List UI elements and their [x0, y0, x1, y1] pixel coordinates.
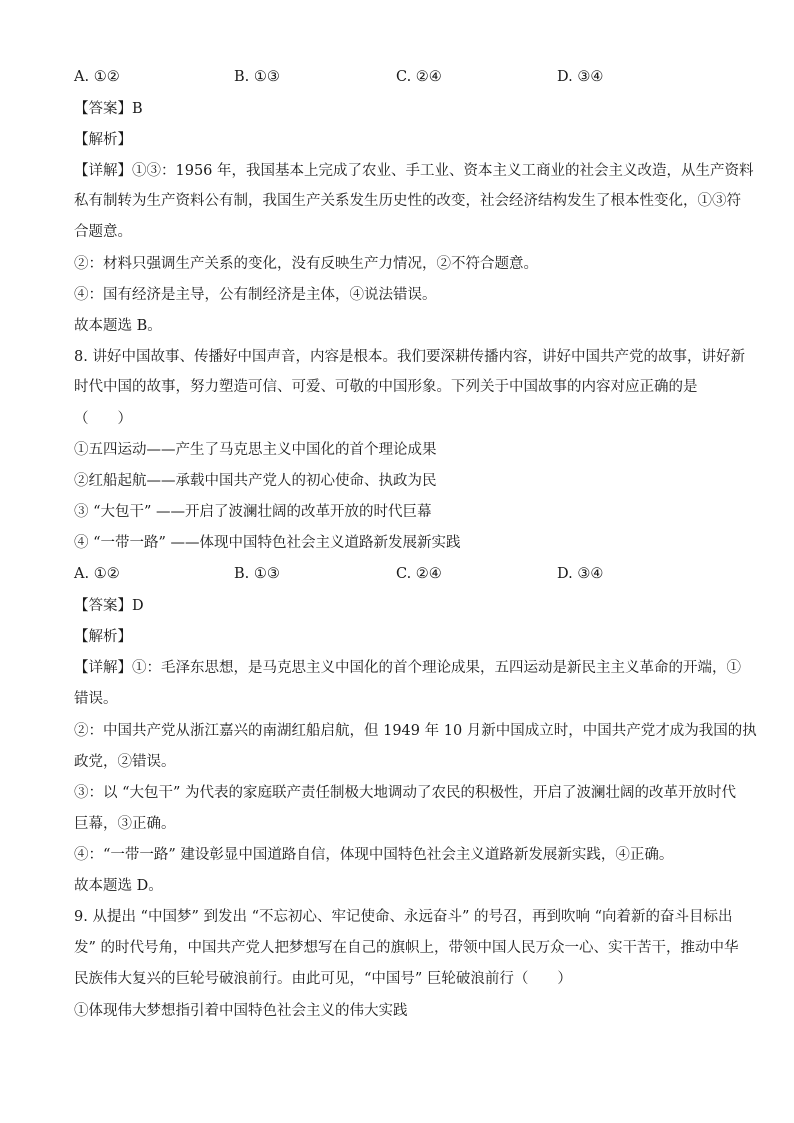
- q7-analysis-label: 【解析】: [74, 132, 132, 148]
- q8-detail-line: 巨幕，③正确。: [74, 816, 176, 832]
- q9-item: ①体现伟大梦想指引着中国特色社会主义的伟大实践: [74, 1003, 408, 1019]
- q8-option-c: C. ②④: [396, 566, 442, 582]
- q9-stem-line: 9. 从提出 “中国梦” 到发出 “不忘初心、牢记使命、永远奋斗” 的号召，再到吹响 “向着新的奋斗目标出: [74, 909, 733, 925]
- q9-stem-line: 发” 的时代号角，中国共产党人把梦想写在自己的旗帜上，带领中国人民万众一心、实干苦干，推动中华: [74, 940, 739, 956]
- q9-stem-line: 民族伟大复兴的巨轮号破浪前行。由此可见，“中国号” 巨轮破浪前行（ ）: [74, 971, 572, 987]
- q8-option-d: D. ③④: [557, 566, 604, 582]
- q7-detail-line: 私有制转为生产资料公有制，我国生产关系发生历史性的改变，社会经济结构发生了根本性变化，①③符: [74, 193, 741, 209]
- q8-option-b: B. ①③: [234, 566, 280, 582]
- q8-item: ③ “大包干” ——开启了波澜壮阔的改革开放的时代巨幕: [74, 504, 432, 520]
- q7-detail-line: 【详解】①③：1956 年，我国基本上完成了农业、手工业、资本主义工商业的社会主义改造，从生产资料: [74, 163, 754, 179]
- q8-detail-line: ④：“一带一路” 建设彰显中国道路自信，体现中国特色社会主义道路新发展新实践，④正确。: [74, 847, 674, 863]
- q7-option-b: B. ①③: [234, 69, 280, 85]
- q7-detail-line: ②：材料只强调生产关系的变化，没有反映生产力情况，②不符合题意。: [74, 256, 538, 272]
- q8-option-a: A. ①②: [74, 566, 120, 582]
- q8-detail-line: 故本题选 D。: [74, 878, 163, 894]
- q7-option-a: A. ①②: [74, 69, 120, 85]
- q8-stem-line: 8. 讲好中国故事、传播好中国声音，内容是根本。我们要深耕传播内容，讲好中国共产党的故事，讲好新: [74, 349, 745, 365]
- q8-analysis-label: 【解析】: [74, 629, 132, 645]
- q8-item: ④ “一带一路” ——体现中国特色社会主义道路新发展新实践: [74, 535, 461, 551]
- q8-item: ②红船起航——承载中国共产党人的初心使命、执政为民: [74, 473, 437, 489]
- q7-answer: 【答案】B: [74, 101, 143, 117]
- q8-detail-line: 【详解】①：毛泽东思想，是马克思主义中国化的首个理论成果，五四运动是新民主主义革命的开端，①: [74, 660, 741, 676]
- q7-option-d: D. ③④: [557, 69, 604, 85]
- q8-answer: 【答案】D: [74, 598, 144, 614]
- q8-detail-line: ③：以 “大包干” 为代表的家庭联产责任制极大地调动了农民的积极性，开启了波澜壮阔的改革开放时代: [74, 785, 737, 801]
- q7-option-c: C. ②④: [396, 69, 442, 85]
- q8-detail-line: 政党，②错误。: [74, 754, 176, 770]
- q8-detail-line: ②：中国共产党从浙江嘉兴的南湖红船启航，但 1949 年 10 月新中国成立时，中国共产党才成为我国的执: [74, 723, 757, 739]
- q8-stem-line: （ ）: [74, 411, 132, 427]
- q7-detail-line: 故本题选 B。: [74, 318, 162, 334]
- q8-item: ①五四运动——产生了马克思主义中国化的首个理论成果: [74, 442, 437, 458]
- q7-detail-line: ④：国有经济是主导，公有制经济是主体，④说法错误。: [74, 287, 437, 303]
- q8-detail-line: 错误。: [74, 691, 118, 707]
- q8-stem-line: 时代中国的故事，努力塑造可信、可爱、可敬的中国形象。下列关于中国故事的内容对应正确的是: [74, 379, 698, 395]
- q7-detail-line: 合题意。: [74, 224, 132, 240]
